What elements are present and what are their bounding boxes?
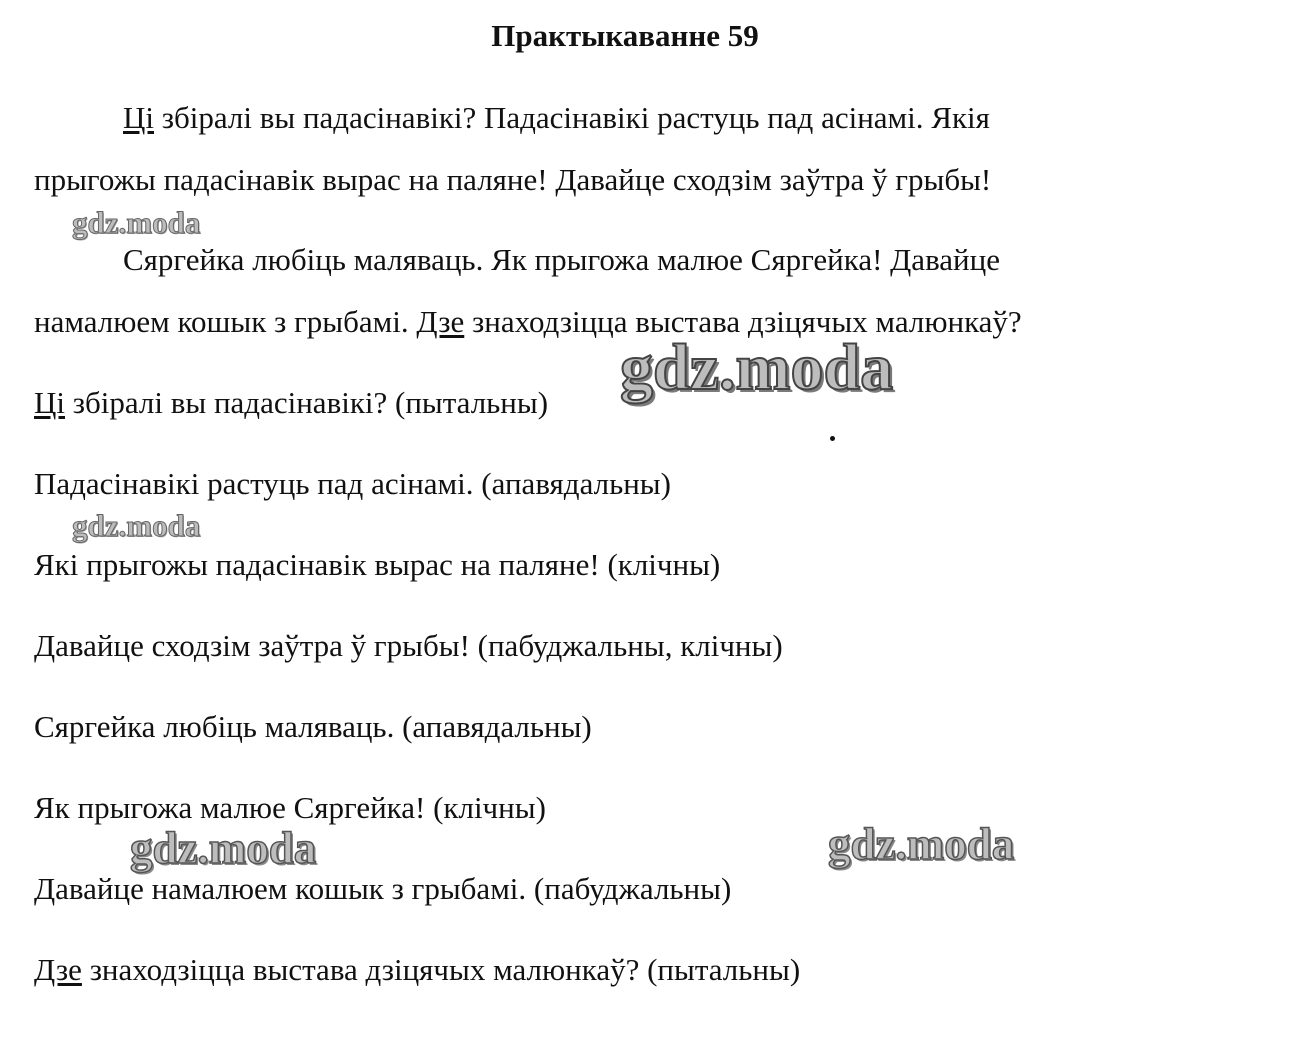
stray-dot [830, 436, 835, 441]
watermark: gdz.moda [72, 508, 201, 543]
watermark: gdz.moda [620, 331, 894, 404]
paragraph-text: намалюем кошык з грыбамі. [34, 304, 417, 339]
analysis-line-1 [34, 381, 548, 425]
analysis-line-8 [34, 948, 800, 992]
underlined-word: Ці [34, 385, 65, 420]
underlined-word: Дзе [34, 952, 82, 987]
analysis-line-6: Як прыгожа малюе Сяргейка! (клічны) [34, 790, 546, 825]
analysis-line-5: Сяргейка любіць маляваць. (апавядальны) [34, 709, 592, 744]
paragraph-text: знаходзіцца выстава дзіцячых малюнкаў? [464, 304, 1022, 339]
watermark: gdz.moda [828, 819, 1015, 869]
analysis-text: знаходзіцца выстава дзіцячых малюнкаў? (пытальны) [81, 952, 801, 987]
paragraph-1-line-1 [123, 96, 990, 140]
analysis-text: збіралі вы падасінавікі? (пытальны) [65, 385, 549, 420]
underlined-word: Дзе [416, 304, 465, 339]
paragraph-text: збіралі вы падасінавікі? Падасінавікі растуць пад асінамі. Якія [154, 100, 990, 135]
watermark: gdz.moda [72, 205, 201, 240]
watermark: gdz.moda [130, 823, 317, 873]
paragraph-1-line-2: прыгожы падасінавік вырас на паляне! Давайце сходзім заўтра ў грыбы! [34, 162, 992, 197]
analysis-line-4: Давайце сходзім заўтра ў грыбы! (пабуджальны, клічны) [34, 628, 783, 663]
underlined-word: Ці [123, 100, 154, 135]
page-title: Практыкаванне 59 [491, 18, 759, 53]
analysis-line-3: Які прыгожы падасінавік вырас на паляне! (клічны) [34, 547, 721, 582]
paragraph-2-line-1: Сяргейка любіць маляваць. Як прыгожа малюе Сяргейка! Давайце [123, 242, 1000, 277]
analysis-line-2: Падасінавікі растуць пад асінамі. (апавядальны) [34, 466, 671, 501]
analysis-line-7: Давайце намалюем кошык з грыбамі. (пабуджальны) [34, 871, 732, 906]
